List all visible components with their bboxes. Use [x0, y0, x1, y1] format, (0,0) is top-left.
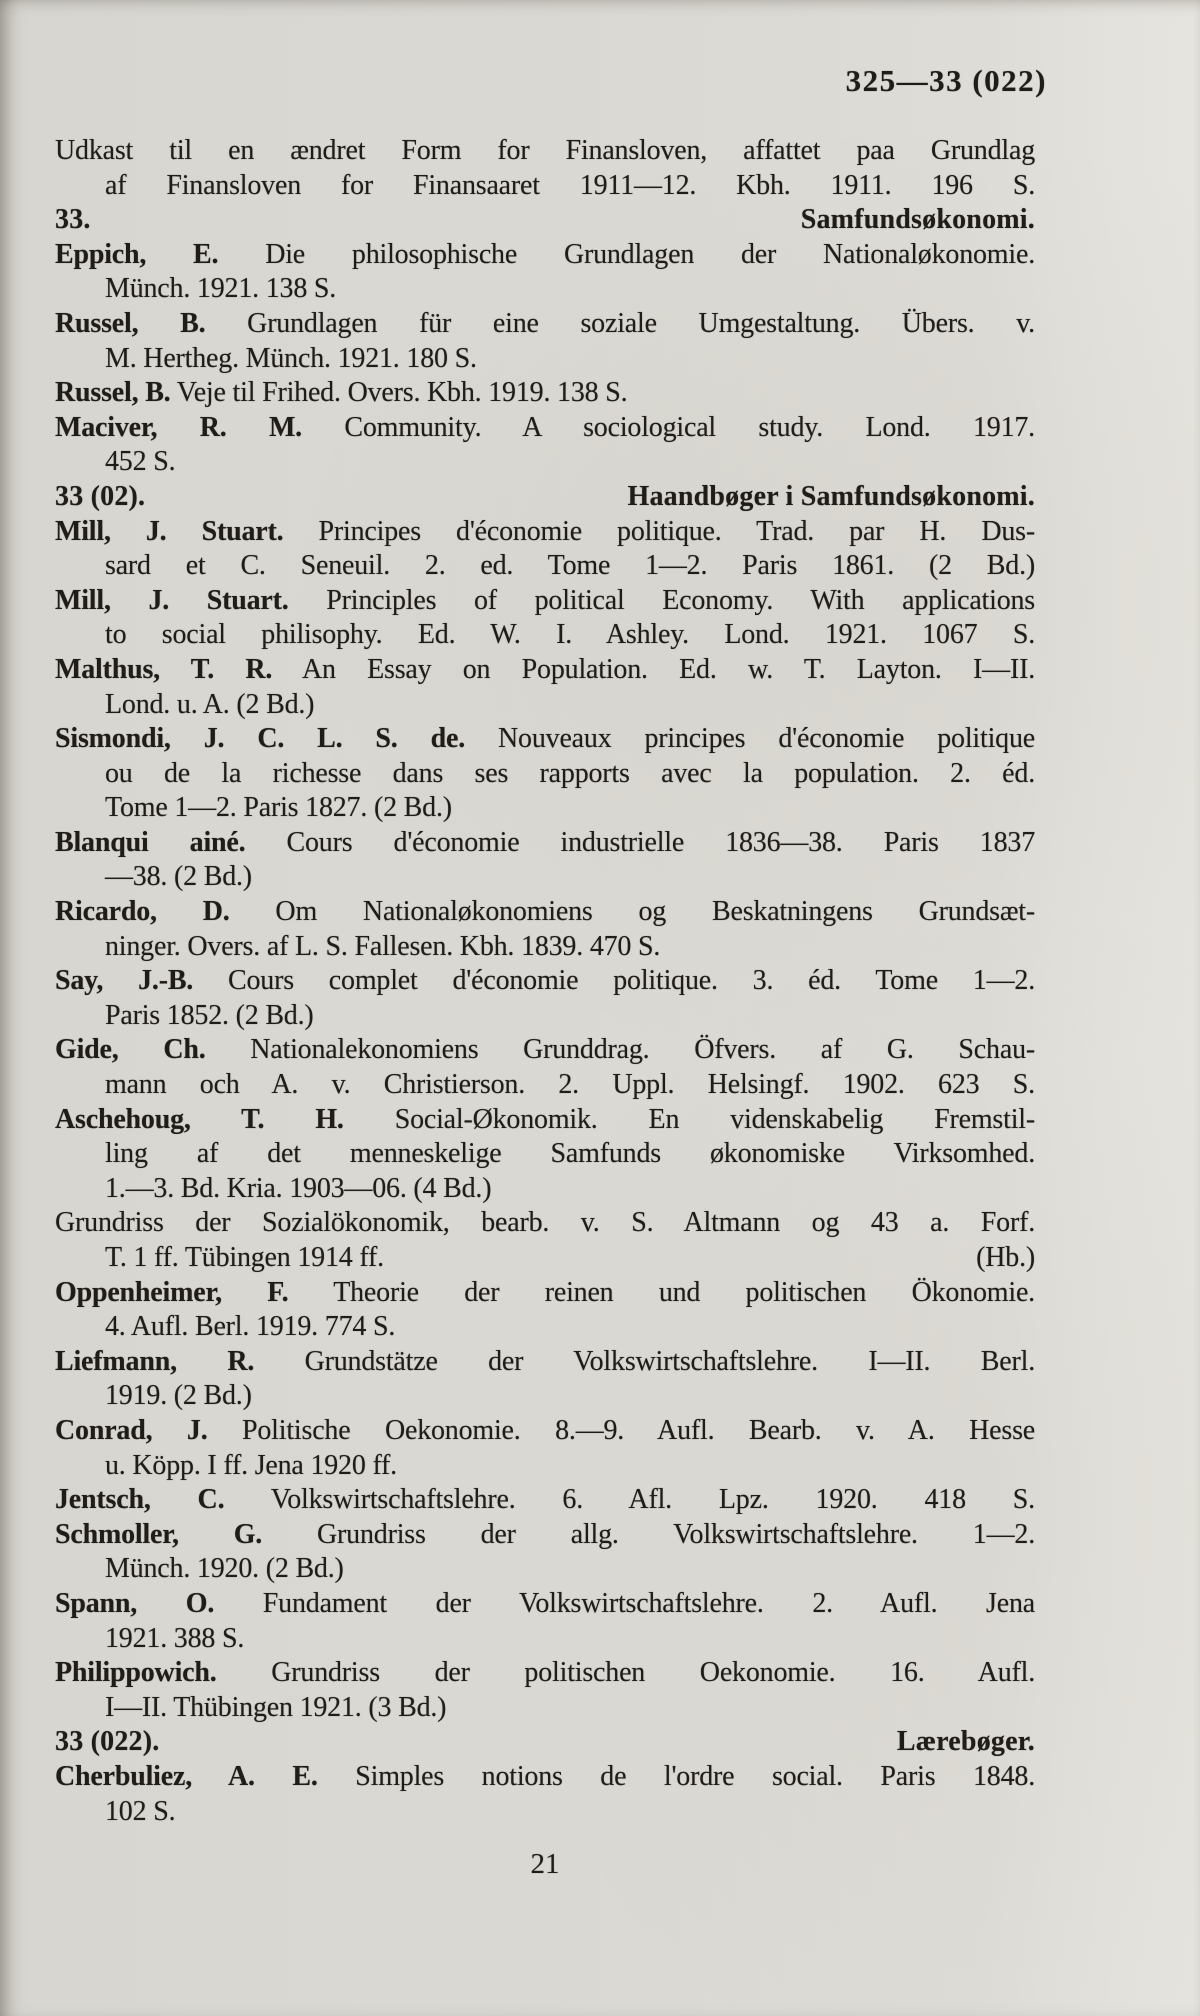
entry-line-text: ninger. Overs. af L. S. Fallesen. Kbh. 1839. 470 S. — [105, 930, 661, 962]
entry-line-text: Eppich, E. Die philosophische Grundlagen der Nationaløkonomie. — [55, 238, 1035, 270]
entry-line-text: Russel, B. Grundlagen für eine soziale Umgestaltung. Übers. v. — [55, 307, 1035, 339]
entry-line — [55, 169, 1035, 204]
bibliography-entry — [55, 307, 1035, 376]
section-heading — [55, 1725, 1035, 1760]
entry-line — [55, 445, 1035, 480]
entry-author: Ricardo, D. — [55, 896, 230, 928]
section-heading — [55, 480, 1035, 515]
entry-line-text: Conrad, J. Politische Oekonomie. 8.—9. Aufl. Bearb. v. A. Hesse — [55, 1414, 1035, 1446]
entry-line — [55, 791, 1035, 826]
entry-line-text: af Finansloven for Finansaaret 1911—12. Kbh. 1911. 196 S. — [105, 169, 1035, 201]
entry-line-text: ou de la richesse dans ses rapports avec la population. 2. éd. — [105, 757, 1035, 789]
entry-line-text: Aschehoug, T. H. Social-Økonomik. En videnskabelig Fremstil- — [55, 1103, 1035, 1135]
entry-line — [55, 584, 1035, 619]
entry-author: Gide, Ch. — [55, 1034, 206, 1066]
entry-line — [55, 688, 1035, 723]
entry-line-text: Blanqui ainé. Cours d'économie industrielle 1836—38. Paris 1837 — [55, 826, 1035, 858]
entry-line-text: 102 S. — [105, 1795, 176, 1827]
entry-line — [55, 895, 1035, 930]
entry-line-text: I—II. Thübingen 1921. (3 Bd.) — [105, 1691, 447, 1723]
entry-line — [55, 1033, 1035, 1068]
entry-line — [55, 1483, 1035, 1518]
entry-line — [55, 964, 1035, 999]
entry-line-text: 1921. 388 S. — [105, 1622, 245, 1654]
entry-line — [55, 1068, 1035, 1103]
entry-line — [55, 1310, 1035, 1345]
entry-author: Sismondi, J. C. L. S. de. — [55, 723, 466, 755]
entry-line — [55, 860, 1035, 895]
bibliography-entry — [55, 1345, 1035, 1414]
entry-line — [55, 1276, 1035, 1311]
bibliography-entry — [55, 1760, 1035, 1829]
entry-line — [55, 134, 1035, 169]
entry-line — [55, 1241, 1035, 1276]
entry-line — [55, 515, 1035, 550]
entry-line — [55, 1345, 1035, 1380]
entry-line — [55, 757, 1035, 792]
entry-line-text: Say, J.-B. Cours complet d'économie politique. 3. éd. Tome 1—2. — [55, 965, 1036, 997]
bibliography-entry — [55, 515, 1035, 584]
section-heading — [55, 203, 1035, 238]
entry-author: Aschehoug, T. H. — [55, 1103, 344, 1135]
bibliography-entry — [55, 1276, 1035, 1345]
entry-line-text: —38. (2 Bd.) — [105, 861, 252, 893]
entry-line-text: Jentsch, C. Volkswirtschaftslehre. 6. Afl. Lpz. 1920. 418 S. — [55, 1484, 1035, 1516]
entry-author: Mill, J. Stuart. — [55, 584, 289, 616]
entry-line-text: Schmoller, G. Grundriss der allg. Volkswirtschaftslehre. 1—2. — [55, 1518, 1035, 1550]
entry-author: Mill, J. Stuart. — [55, 515, 284, 547]
entry-line-text: sard et C. Seneuil. 2. ed. Tome 1—2. Paris 1861. (2 Bd.) — [105, 550, 1035, 582]
entry-line-text: Malthus, T. R. An Essay on Population. Ed. w. T. Layton. I—II. — [55, 653, 1035, 685]
entry-line — [55, 307, 1035, 342]
section-code: 33. — [55, 204, 91, 236]
entry-line-text: Maciver, R. M. Community. A sociological study. Lond. 1917. — [55, 411, 1035, 443]
entry-line — [55, 272, 1035, 307]
entry-line — [55, 1552, 1035, 1587]
entry-line-text: Philippowich. Grundriss der politischen Oekonomie. 16. Aufl. — [55, 1657, 1035, 1689]
entry-line — [55, 930, 1035, 965]
entry-line-text: Münch. 1920. (2 Bd.) — [105, 1553, 344, 1585]
entry-line-text: Sismondi, J. C. L. S. de. Nouveaux principes d'économie politique — [55, 723, 1035, 755]
entry-line-text: Lond. u. A. (2 Bd.) — [105, 688, 315, 720]
entry-line-text: Münch. 1921. 138 S. — [105, 273, 337, 305]
section-code: 33 (022). — [55, 1726, 160, 1758]
entry-line-text: mann och A. v. Christierson. 2. Uppl. Helsingf. 1902. 623 S. — [105, 1069, 1035, 1101]
entry-line — [55, 1691, 1035, 1726]
entry-line-text: ling af det menneskelige Samfunds økonomiske Virksomhed. — [105, 1138, 1035, 1170]
entry-author: Cherbuliez, A. E. — [55, 1760, 318, 1792]
bibliography-list — [55, 134, 1035, 1829]
bibliography-entry — [55, 1103, 1035, 1207]
entry-line — [55, 549, 1035, 584]
entry-line-text: 1919. (2 Bd.) — [105, 1380, 252, 1412]
section-title: Lærebøger. — [896, 1726, 1035, 1758]
entry-author: Maciver, R. M. — [55, 411, 302, 443]
page-header-classification-code: 325—33 (022) — [845, 63, 1047, 98]
entry-line — [55, 1414, 1035, 1449]
entry-line-text: Oppenheimer, F. Theorie der reinen und politischen Ökonomie. — [55, 1276, 1035, 1308]
entry-line — [55, 999, 1035, 1034]
entry-author: Philippowich. — [55, 1657, 217, 1689]
entry-line-text: M. Hertheg. Münch. 1921. 180 S. — [105, 342, 477, 374]
page-number: 21 — [530, 1848, 560, 1880]
entry-line — [55, 376, 1035, 411]
entry-line — [55, 1449, 1035, 1484]
entry-line-text: Tome 1—2. Paris 1827. (2 Bd.) — [105, 792, 452, 824]
bibliography-entry — [55, 1656, 1035, 1725]
entry-line — [55, 1172, 1035, 1207]
bibliography-entry — [55, 134, 1035, 203]
entry-line — [55, 342, 1035, 377]
entry-line-text: Russel, B. Veje til Frihed. Overs. Kbh. 1919. 138 S. — [55, 377, 628, 409]
entry-line-text: Liefmann, R. Grundstätze der Volkswirtschaftslehre. I—II. Berl. — [55, 1345, 1035, 1377]
entry-binding-tag: (Hb.) — [976, 1242, 1035, 1273]
section-code: 33 (02). — [55, 480, 146, 512]
entry-author: Eppich, E. — [55, 238, 219, 270]
bibliography-entry — [55, 1587, 1035, 1656]
bibliography-entry — [55, 895, 1035, 964]
entry-line-text: Mill, J. Stuart. Principes d'économie politique. Trad. par H. Dus- — [55, 515, 1035, 547]
entry-line — [55, 1587, 1035, 1622]
entry-author: Russel, B. — [55, 377, 171, 409]
entry-line-text: Udkast til en ændret Form for Finansloven, affattet paa Grundlag — [55, 135, 1035, 166]
entry-line — [55, 1137, 1035, 1172]
entry-line — [55, 238, 1035, 273]
bibliography-entry — [55, 238, 1035, 307]
entry-author: Oppenheimer, F. — [55, 1276, 289, 1308]
entry-line-text: 4. Aufl. Berl. 1919. 774 S. — [105, 1311, 396, 1343]
entry-author: Liefmann, R. — [55, 1345, 255, 1377]
entry-line — [55, 1206, 1035, 1241]
entry-line — [55, 1795, 1035, 1830]
entry-line-text: Grundriss der Sozialökonomik, bearb. v. S. Altmann og 43 a. Forf. — [55, 1207, 1035, 1239]
entry-line — [55, 1103, 1035, 1138]
entry-line-text: 1.—3. Bd. Kria. 1903—06. (4 Bd.) — [105, 1172, 492, 1204]
entry-line — [55, 618, 1035, 653]
entry-line-text: 452 S. — [105, 446, 176, 478]
bibliography-entry — [55, 826, 1035, 895]
entry-author: Spann, O. — [55, 1587, 215, 1619]
entry-author: Russel, B. — [55, 307, 206, 339]
entry-author: Jentsch, C. — [55, 1484, 225, 1516]
entry-line-text: Paris 1852. (2 Bd.) — [105, 999, 314, 1031]
entry-author: Malthus, T. R. — [55, 653, 273, 685]
entry-line-text: T. 1 ff. Tübingen 1914 ff. — [105, 1242, 384, 1273]
entry-line — [55, 1379, 1035, 1414]
entry-line — [55, 1518, 1035, 1553]
bibliography-entry — [55, 1483, 1035, 1518]
bibliography-entry — [55, 376, 1035, 411]
entry-line-text: to social philisophy. Ed. W. I. Ashley. Lond. 1921. 1067 S. — [105, 619, 1035, 651]
bibliography-entry — [55, 964, 1035, 1033]
section-title: Haandbøger i Samfundsøkonomi. — [627, 480, 1035, 512]
entry-line — [55, 411, 1035, 446]
bibliography-entry — [55, 1518, 1035, 1587]
bibliography-entry — [55, 722, 1035, 826]
entry-line-text: Cherbuliez, A. E. Simples notions de l'ordre social. Paris 1848. — [55, 1760, 1035, 1792]
entry-line — [55, 1656, 1035, 1691]
entry-line — [55, 1622, 1035, 1657]
entry-author: Schmoller, G. — [55, 1518, 263, 1550]
section-title: Samfundsøkonomi. — [800, 204, 1035, 236]
bibliography-entry — [55, 1206, 1035, 1275]
entry-line-text: Spann, O. Fundament der Volkswirtschaftslehre. 2. Aufl. Jena — [55, 1587, 1035, 1619]
entry-line — [55, 1760, 1035, 1795]
entry-author: Say, J.-B. — [55, 965, 194, 997]
entry-line — [55, 722, 1035, 757]
entry-line — [55, 826, 1035, 861]
entry-line — [55, 653, 1035, 688]
entry-author: Conrad, J. — [55, 1414, 208, 1446]
bibliography-entry — [55, 1033, 1035, 1102]
entry-line-text: Ricardo, D. Om Nationaløkonomiens og Beskatningens Grundsæt- — [55, 896, 1036, 928]
entry-line-text: u. Köpp. I ff. Jena 1920 ff. — [105, 1449, 397, 1481]
bibliography-entry — [55, 411, 1035, 480]
bibliography-entry — [55, 1414, 1035, 1483]
bibliography-entry — [55, 653, 1035, 722]
bibliography-entry — [55, 584, 1035, 653]
entry-author: Blanqui ainé. — [55, 826, 246, 858]
entry-line-text: Mill, J. Stuart. Principles of political Economy. With applications — [55, 584, 1035, 616]
entry-line-text: Gide, Ch. Nationalekonomiens Grunddrag. Öfvers. af G. Schau- — [55, 1034, 1035, 1066]
